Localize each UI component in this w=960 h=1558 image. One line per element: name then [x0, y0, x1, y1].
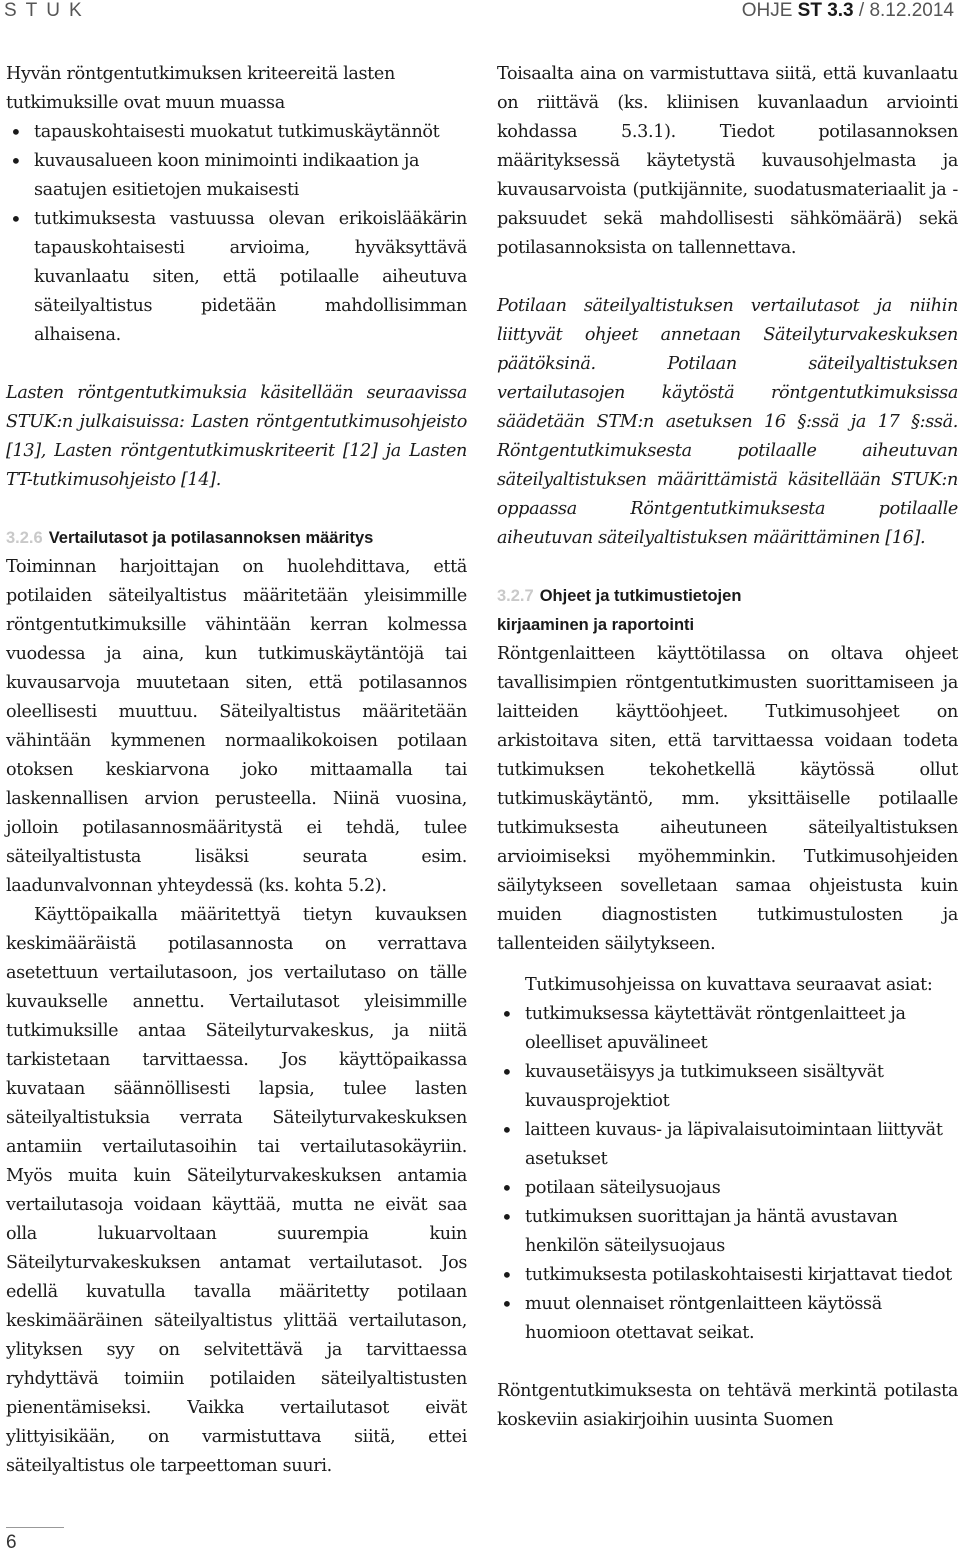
- document-reference: [742, 0, 954, 22]
- doc-prefix: OHJE: [741, 0, 798, 21]
- body-paragraph: Tutkimusohjeissa on kuvattava seuraavat asiat:: [525, 975, 933, 995]
- brand-logo-text: STUK: [4, 0, 91, 21]
- section-number: 3.2.6: [6, 529, 43, 547]
- section-title: Ohjeet ja tutkimustietojen: [539, 587, 742, 605]
- list-item: • laitteen kuvaus- ja läpivalaisutoimintaan liittyvät asetukset: [497, 1116, 958, 1174]
- list-item: • tutkimuksen suorittajan ja häntä avustavan henkilön säteilysuojaus: [497, 1203, 958, 1261]
- body-paragraph: Toiminnan harjoittajan on huolehdittava, että potilaiden säteilyaltistus määritetään yleisimmille röntgentutkimuksille vähintään kerran kolmessa vuodessa ja aina, kun tutkimuskäytäntöjä tai kuvausarvoja muutetaan siten, että potilasannos oleellisesti muuttuu. Säteilyaltistus määritetään vähintään kymmenen normaalikokoisen potilaan otoksen keskiarvona joko mittaamalla tai laskennallisen arvion perusteella. Niinä vuosina, jolloin potilasannosmääritystä ei tehdä, tulee säteilyaltistusta lisäksi seurata esim. laadunvalvonnan yhteydessä (ks. kohta 5.2).: [6, 557, 467, 896]
- reference-note: Potilaan säteilyaltistuksen vertailutasot ja niihin liittyvät ohjeet annetaan Säteilyturvakeskuksen päätöksinä. Potilaan säteilyaltistuksen vertailutasojen käytöstä röntgentutkimuksissa säädetään STM:n asetuksen 16 §:ssä ja 17 §:ssä. Röntgentutkimuksesta potilaalle aiheutuvan säteilyaltistuksen määrittämistä käsitellään STUK:n oppaassa Röntgentutkimuksesta potilaalle aiheutuvan säteilyaltistuksen määrittäminen [16].: [497, 296, 958, 548]
- section-title-continued: kirjaaminen ja raportointi: [497, 616, 695, 634]
- section-title: Vertailutasot ja potilasannoksen määritys: [48, 529, 374, 547]
- list-item: • potilaan säteilysuojaus: [497, 1174, 958, 1203]
- list-item: • tutkimuksesta vastuussa olevan erikoislääkärin tapauskohtaisesti arvioima, hyväksyttävä kuvanlaatu siten, että potilaalle aiheutuva säteilyaltistus pidetään mahdollisimman alhaisena.: [6, 205, 467, 350]
- footer-divider: [6, 1527, 64, 1528]
- body-paragraph: Röntgentutkimuksesta on tehtävä merkintä potilasta koskeviin asiakirjoihin uusinta Suomen: [497, 1381, 958, 1430]
- section-heading: [6, 524, 467, 553]
- body-paragraph: Toisaalta aina on varmistuttava siitä, että kuvanlaatu on riittävä (ks. kliinisen kuvanlaadun arviointi kohdassa 5.3.1). Tiedot potilasannoksen määrityksessä käytetystä kuvausohjelmasta ja kuvausarvoista (putkijännite, suodatusmateriaalit ja -paksuudet sekä mahdollisesti sähkömäärä) sekä potilasannoksista on tallennettava.: [497, 64, 958, 258]
- criteria-list: [6, 118, 467, 350]
- body-paragraph: Röntgenlaitteen käyttötilassa on oltava ohjeet tavallisimpien röntgentutkimusten suorittamiseen ja laitteiden käyttöohjeet. Tutkimusohjeet on arkistoitava siten, että tarvittaessa voidaan todeta tutkimuksen tekohetkellä käytössä ollut tutkimuskäytäntö, mm. yksittäiselle potilaalle tutkimuksesta aiheutuneen säteilyaltistuksen arvioimiseksi myöhemminkin. Tutkimusohjeiden säilytykseen sovelletaan samaa ohjeistusta kuin muiden diagnostisten tutkimustulosten ja tallenteiden säilytykseen.: [497, 644, 958, 954]
- list-item: • tutkimuksessa käytettävät röntgenlaitteet ja oleelliset apuvälineet: [497, 1000, 958, 1058]
- list-item: • muut olennaiset röntgenlaitteen käytössä huomioon otettavat seikat.: [497, 1290, 958, 1348]
- list-item: • tutkimuksesta potilaskohtaisesti kirjattavat tiedot: [497, 1261, 958, 1290]
- right-column: [497, 60, 958, 1435]
- reference-note: Lasten röntgentutkimuksia käsitellään seuraavissa STUK:n julkaisuissa: Lasten röntgentutkimusohjeisto [13], Lasten röntgentutkimuskriteerit [12] ja Lasten TT-tutkimusohjeisto [14].: [6, 383, 467, 490]
- section-number: 3.2.7: [497, 587, 534, 605]
- list-item: • kuvausalueen koon minimointi indikaation ja saatujen esitietojen mukaisesti: [6, 147, 467, 205]
- intro-paragraph: Hyvän röntgentutkimuksen kriteereitä lasten tutkimuksille ovat muun muassa: [6, 64, 395, 113]
- doc-date: / 8.12.2014: [853, 0, 954, 21]
- page-number: 6: [6, 1532, 17, 1553]
- doc-code: ST 3.3: [797, 0, 854, 21]
- instruction-list: [497, 1000, 958, 1348]
- body-paragraph: Käyttöpaikalla määritettyä tietyn kuvauksen keskimääräistä potilasannosta on verrattava asetettuun vertailutasoon, jos vertailutaso on tälle kuvaukselle annettu. Vertailutasot yleisimmille tutkimuksille antaa Säteilyturvakeskus, ja niitä tarkistetaan tarvittaessa. Jos käyttöpaikassa kuvataan säännöllisesti lapsia, tulee lasten säteilyaltistuksia verrata Säteilyturvakeskuksen antamiin vertailutasoihin tai vertailutasokäyriin. Myös muita kuin Säteilyturvakeskuksen antamia vertailutasoja voidaan käyttää, mutta ne eivät saa olla lukuarvoltaan suurempia kuin Säteilyturvakeskuksen antamat vertailutasot. Jos edellä kuvatulla tavalla määritetty potilaan keskimääräinen säteilyaltistus ylittää vertailutason, ylityksen syy on selvitettävä ja tarvittaessa ryhdyttävä toimiin potilaiden säteilyaltistusten pienentämiseksi. Vaikka vertailutasot eivät ylittyisikään, on varmistuttava siitä, ettei säteilyaltistus ole tarpeettoman suuri.: [6, 905, 467, 1476]
- left-column: [6, 60, 467, 1481]
- section-heading: [497, 582, 958, 611]
- list-item: • tapauskohtaisesti muokatut tutkimuskäytännöt: [6, 118, 467, 147]
- list-item: • kuvausetäisyys ja tutkimukseen sisältyvät kuvausprojektiot: [497, 1058, 958, 1116]
